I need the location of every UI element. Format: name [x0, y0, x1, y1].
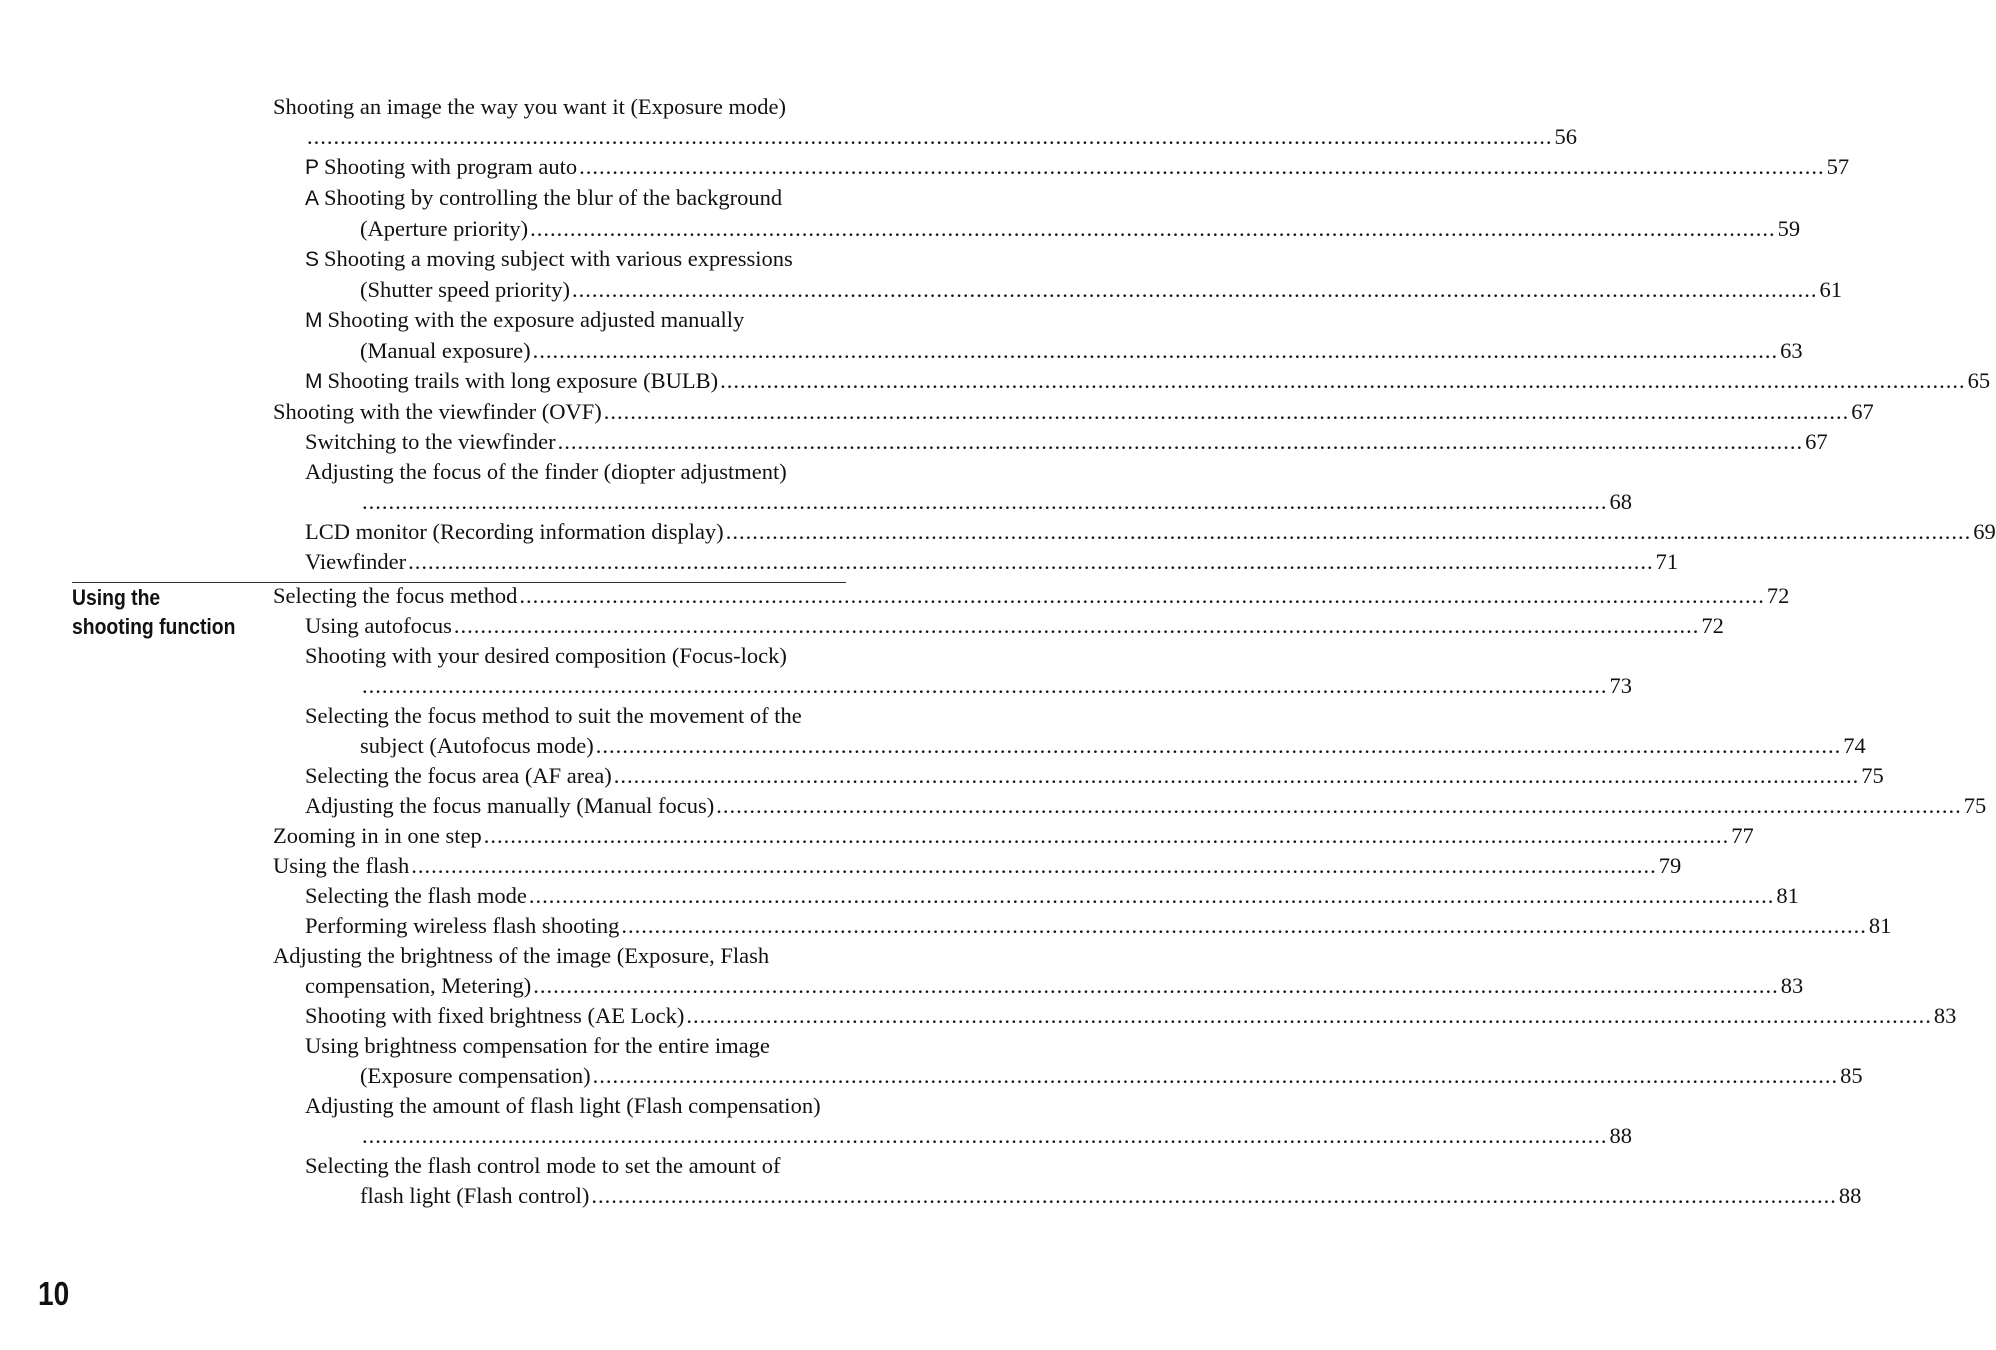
- toc-page-number[interactable]: 59: [1777, 216, 1801, 241]
- toc-entry[interactable]: [273, 881, 1799, 911]
- toc-page-number[interactable]: 83: [1933, 1003, 1957, 1028]
- toc-entry-page-line: [273, 821, 1754, 851]
- page-number: 10: [38, 1275, 70, 1312]
- toc-entry-text: [305, 244, 846, 275]
- dot-leader: ............................................................................................................................................................................................: [720, 368, 1966, 393]
- toc-entry-page-line: [273, 581, 1790, 611]
- dot-leader: ............................................................................................................................................................................................: [362, 489, 1608, 514]
- toc-entry-text: [273, 92, 846, 122]
- dot-leader: ............................................................................................................................................................................................: [591, 1183, 1837, 1208]
- toc-entry[interactable]: [273, 427, 1828, 457]
- toc-entry-text: [305, 701, 846, 731]
- toc-entry[interactable]: [273, 851, 1682, 881]
- dot-leader: ............................................................................................................................................................................................: [579, 154, 1825, 179]
- toc-page-number[interactable]: 79: [1658, 853, 1682, 878]
- toc-entry[interactable]: [273, 761, 1884, 791]
- toc-entry[interactable]: [273, 92, 1577, 152]
- dot-leader: ............................................................................................................................................................................................: [571, 277, 1818, 302]
- dot-leader: ............................................................................................................................................................................................: [557, 429, 1804, 454]
- toc-page-number[interactable]: 67: [1851, 399, 1874, 424]
- mode-icon: A: [305, 187, 320, 210]
- toc-entry[interactable]: [273, 305, 1803, 366]
- toc-entry-title: Shooting with fixed brightness (AE Lock): [305, 1003, 685, 1028]
- toc-page-number[interactable]: 72: [1701, 613, 1724, 638]
- toc-page-number[interactable]: 71: [1655, 549, 1679, 574]
- toc-entry[interactable]: [273, 641, 1632, 701]
- mode-icon: S: [305, 248, 320, 271]
- toc-entry[interactable]: [273, 581, 1790, 611]
- toc-entry-title: Adjusting the brightness of the image (Exposure, Flash: [273, 943, 770, 968]
- toc-entry-text: [305, 641, 846, 671]
- toc-entry-title: Shooting with the viewfinder (OVF): [273, 399, 602, 424]
- toc-page-number[interactable]: 69: [1973, 519, 1996, 544]
- toc-entry[interactable]: [273, 701, 1866, 761]
- toc-entry-title: Viewfinder: [305, 549, 407, 574]
- toc-entry-title: LCD monitor (Recording information display): [305, 519, 724, 544]
- toc-entry-text: [305, 1091, 846, 1121]
- toc-entry-page-line: [305, 336, 1803, 366]
- toc-entry-page-line: [305, 1001, 1957, 1031]
- toc-entry-title: Shooting with the exposure adjusted manually: [327, 307, 745, 332]
- toc-entry-page-line: [305, 671, 1632, 701]
- toc-entry-title: (Shutter speed priority): [360, 277, 570, 302]
- dot-leader: ............................................................................................................................................................................................: [530, 216, 1776, 241]
- toc-page-number[interactable]: 67: [1805, 429, 1828, 454]
- toc-page-number[interactable]: 73: [1609, 673, 1632, 698]
- toc-entry-title: Selecting the flash control mode to set the amount of: [305, 1153, 781, 1178]
- toc-entry[interactable]: [273, 941, 1804, 1001]
- toc-entry-page-line: [305, 761, 1884, 791]
- dot-leader: ............................................................................................................................................................................................: [307, 124, 1553, 149]
- dot-leader: ............................................................................................................................................................................................: [613, 763, 1860, 788]
- toc-page-number[interactable]: 56: [1554, 124, 1577, 149]
- toc-entry-title: Switching to the viewfinder: [305, 429, 556, 454]
- toc-page-number[interactable]: 75: [1861, 763, 1884, 788]
- toc-entry-text: [305, 1031, 846, 1061]
- toc-page-number[interactable]: 81: [1868, 913, 1892, 938]
- section-heading-line-2: shooting function: [72, 614, 236, 639]
- toc-entry-title: Adjusting the focus manually (Manual focus): [305, 793, 715, 818]
- toc-page-number[interactable]: 83: [1780, 973, 1804, 998]
- toc-entry[interactable]: [273, 821, 1754, 851]
- toc-entry-page-line: [305, 366, 1991, 397]
- toc-page-number[interactable]: 74: [1843, 733, 1866, 758]
- mode-icon: M: [305, 309, 323, 332]
- toc-entry-title: (Aperture priority): [360, 216, 529, 241]
- toc-entry-text: [305, 1151, 846, 1181]
- toc-entry[interactable]: [273, 1091, 1632, 1151]
- toc-entry-title: Shooting trails with long exposure (BULB): [327, 368, 719, 393]
- toc-entry[interactable]: [273, 152, 1850, 183]
- dot-leader: ............................................................................................................................................................................................: [532, 338, 1779, 363]
- dot-leader: ............................................................................................................................................................................................: [453, 613, 1700, 638]
- dot-leader: ............................................................................................................................................................................................: [595, 733, 1842, 758]
- toc-entry-text: [305, 183, 846, 214]
- section-heading: [72, 583, 235, 641]
- toc-page-number[interactable]: 75: [1963, 793, 1987, 818]
- toc-entry-text: [305, 305, 846, 336]
- toc-entry[interactable]: [273, 1001, 1957, 1031]
- toc-entry-title: Adjusting the amount of flash light (Flash compensation): [305, 1093, 821, 1118]
- toc-entry-page-line: [273, 122, 1577, 152]
- toc-entry-title: (Manual exposure): [360, 338, 531, 363]
- toc-entry-title: subject (Autofocus mode): [360, 733, 594, 758]
- toc-entry[interactable]: [273, 183, 1801, 244]
- toc-entry-page-line: [305, 547, 1679, 577]
- dot-leader: ............................................................................................................................................................................................: [483, 823, 1730, 848]
- toc-page-number[interactable]: 57: [1826, 154, 1850, 179]
- toc-entry[interactable]: [273, 244, 1842, 305]
- toc-entry-title: Selecting the flash mode: [305, 883, 527, 908]
- toc-entry[interactable]: [273, 1151, 1862, 1211]
- toc-entry-page-line: [273, 851, 1682, 881]
- toc-entry[interactable]: [273, 366, 1991, 397]
- mode-icon: M: [305, 370, 323, 393]
- toc-page-number[interactable]: 61: [1819, 277, 1842, 302]
- toc-entry-title: Shooting with your desired composition (Focus-lock): [305, 643, 787, 668]
- toc-entry-title: Selecting the focus method to suit the movement of the: [305, 703, 802, 728]
- toc-page-number[interactable]: 88: [1609, 1123, 1632, 1148]
- toc-entry-title: Using the flash: [273, 853, 410, 878]
- section-heading-line-1: Using the: [72, 585, 161, 610]
- dot-leader: ............................................................................................................................................................................................: [411, 853, 1657, 878]
- toc-list-shooting-function: [273, 581, 1987, 1211]
- toc-entry[interactable]: [273, 791, 1987, 821]
- toc-entry-page-line: [305, 487, 1632, 517]
- dot-leader: ............................................................................................................................................................................................: [725, 519, 1972, 544]
- toc-entry-title: Using autofocus: [305, 613, 452, 638]
- toc-entry-page-line: [273, 397, 1874, 427]
- toc-page-number[interactable]: 72: [1766, 583, 1790, 608]
- toc-entry[interactable]: [273, 517, 1996, 547]
- dot-leader: ............................................................................................................................................................................................: [528, 883, 1775, 908]
- toc-entry-page-line: [305, 427, 1828, 457]
- toc-entry-title: compensation, Metering): [305, 973, 532, 998]
- dot-leader: ............................................................................................................................................................................................: [716, 793, 1962, 818]
- toc-entry-title: Performing wireless flash shooting: [305, 913, 620, 938]
- toc-entry-title: Zooming in in one step: [273, 823, 482, 848]
- toc-page-number[interactable]: 88: [1838, 1183, 1862, 1208]
- toc-entry[interactable]: [273, 547, 1679, 577]
- toc-entry[interactable]: [273, 397, 1874, 427]
- toc-entry-title: flash light (Flash control): [360, 1183, 590, 1208]
- toc-entry-page-line: [305, 731, 1866, 761]
- toc-page-number[interactable]: 81: [1776, 883, 1799, 908]
- toc-entry-title: Shooting by controlling the blur of the background: [324, 185, 783, 210]
- toc-entry-page-line: [305, 881, 1799, 911]
- toc-entry[interactable]: [273, 911, 1892, 941]
- mode-icon: P: [305, 156, 320, 179]
- toc-entry-title: Shooting an image the way you want it (Exposure mode): [273, 94, 787, 119]
- toc-entry-page-line: [305, 275, 1842, 305]
- dot-leader: ............................................................................................................................................................................................: [408, 549, 1654, 574]
- dot-leader: ............................................................................................................................................................................................: [621, 913, 1867, 938]
- toc-entry-page-line: [305, 517, 1996, 547]
- toc-entry-text: [273, 941, 846, 971]
- toc-page-number[interactable]: 77: [1731, 823, 1754, 848]
- toc-entry-page-line: [305, 1121, 1632, 1151]
- toc-entry-title: Selecting the focus method: [273, 583, 518, 608]
- toc-page-number[interactable]: 85: [1840, 1063, 1863, 1088]
- toc-page-number[interactable]: 68: [1609, 489, 1632, 514]
- toc-entry-page-line: [305, 1061, 1863, 1091]
- toc-entry[interactable]: [273, 1031, 1863, 1091]
- dot-leader: ............................................................................................................................................................................................: [686, 1003, 1932, 1028]
- toc-entry-title: Shooting a moving subject with various expressions: [324, 246, 793, 271]
- toc-entry[interactable]: [273, 457, 1632, 517]
- dot-leader: ............................................................................................................................................................................................: [592, 1063, 1839, 1088]
- dot-leader: ............................................................................................................................................................................................: [533, 973, 1779, 998]
- toc-entry-title: (Exposure compensation): [360, 1063, 591, 1088]
- toc-entry-page-line: [305, 911, 1892, 941]
- dot-leader: ............................................................................................................................................................................................: [603, 399, 1850, 424]
- toc-entry-title: Adjusting the focus of the finder (diopter adjustment): [305, 459, 787, 484]
- dot-leader: ............................................................................................................................................................................................: [519, 583, 1765, 608]
- toc-entry-page-line: [305, 791, 1987, 821]
- toc-entry-title: Selecting the focus area (AF area): [305, 763, 612, 788]
- dot-leader: ............................................................................................................................................................................................: [362, 673, 1608, 698]
- toc-page-number[interactable]: 65: [1967, 368, 1991, 393]
- toc-entry-page-line: [305, 1181, 1862, 1211]
- toc-entry-page-line: [305, 152, 1850, 183]
- toc-page-number[interactable]: 63: [1780, 338, 1803, 363]
- toc-entry-title: Shooting with program auto: [324, 154, 578, 179]
- toc-entry-page-line: [273, 971, 1804, 1001]
- toc-entry[interactable]: [273, 611, 1724, 641]
- toc-entry-page-line: [305, 214, 1801, 244]
- toc-entry-text: [305, 457, 846, 487]
- toc-entry-title: Using brightness compensation for the entire image: [305, 1033, 770, 1058]
- toc-list-exposure: [273, 92, 1996, 577]
- dot-leader: ............................................................................................................................................................................................: [362, 1123, 1608, 1148]
- toc-entry-page-line: [305, 611, 1724, 641]
